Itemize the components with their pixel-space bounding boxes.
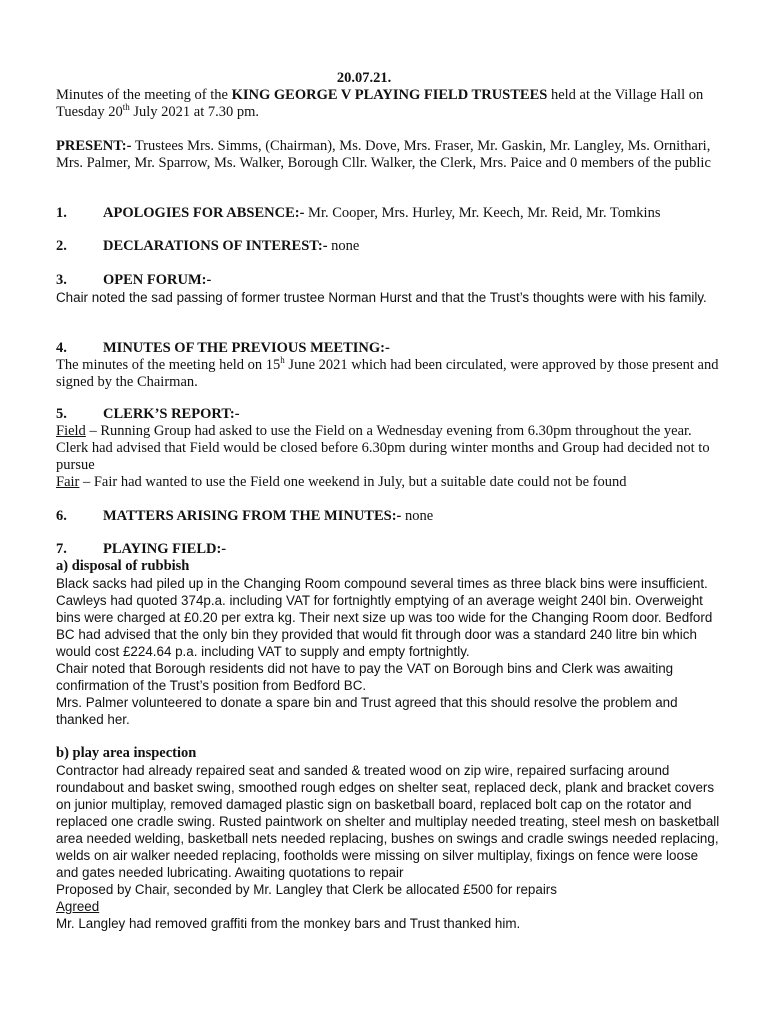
organisation-name: KING GEORGE V PLAYING FIELD TRUSTEES [231,87,548,103]
rubbish-paragraph-2: Chair noted that Borough residents did not have to pay the VAT on Borough bins and Clerk was awaiting confirmation of the Trust’s position from Bedford BC. [56,661,674,693]
play-area-paragraph-2: Proposed by Chair, seconded by Mr. Langley that Clerk be allocated £500 for repairs [56,882,557,897]
section-heading: PLAYING FIELD:- [103,541,227,557]
section-number: 5. [56,406,67,422]
present-paragraph [56,138,716,172]
minutes-post: June 2021 which had been circulated, were approved by those present and signed by the Chairman. [56,357,719,390]
play-area-paragraph-3: Mr. Langley had removed graffiti from the monkey bars and Trust thanked him. [56,916,521,931]
section-text: none [401,508,434,524]
meeting-date: 20.07.21. [336,70,392,86]
section-heading: MINUTES OF THE PREVIOUS MEETING:- [103,340,390,356]
section-body: Chair noted the sad passing of former trustee Norman Hurst and that the Trust’s thoughts were with his family. [56,290,707,305]
present-text: Trustees Mrs. Simms, (Chairman), Ms. Dove, Mrs. Fraser, Mr. Gaskin, Mr. Langley, Ms. Ornithari, Mrs. Palmer, Mr. Sparrow, Ms. Walker, Borough Cllr. Walker, the Clerk, Mrs. Paice and 0 members of the public [56,138,711,171]
section-heading: CLERK’S REPORT:- [103,406,240,422]
section-clerks-report [56,406,721,491]
section-heading: DECLARATIONS OF INTEREST:- [103,238,328,254]
intro-post: July 2021 at 7.30 pm. [129,104,260,120]
rubbish-paragraph-1: Black sacks had piled up in the Changing Room compound several times as three black bins were insufficient. Cawleys had quoted 374p.a. including VAT for fortnightly emptying of an average weight 240l bin. Overweight bins were charged at £0.20 per extra kg. Their next size up was too wide for the Changing Room door. Bedford BC had advised that the only bin they provided that would fit through door was a standard 240 litre bin which would cost £224.64 p.a. including VAT to supply and empty fortnightly. [56,576,713,659]
section-heading: MATTERS ARISING FROM THE MINUTES:- [103,508,402,524]
section-body [56,357,721,391]
section-text: Mr. Cooper, Mrs. Hurley, Mr. Keech, Mr. Reid, Mr. Tomkins [304,205,661,221]
field-text: – Running Group had asked to use the Field on a Wednesday evening from 6.30pm throughout the year. Clerk had advised that Field would be closed before 6.30pm during winter months and Group had decided not to pursue [56,423,710,473]
intro-paragraph [56,87,716,121]
field-paragraph [56,423,721,474]
section-number: 2. [56,238,67,254]
section-matters-arising [56,508,721,525]
rubbish-paragraph-3: Mrs. Palmer volunteered to donate a spare bin and Trust agreed that this should resolve the problem and thanked her. [56,695,678,727]
section-number: 4. [56,340,67,356]
section-heading: OPEN FORUM:- [103,272,212,288]
section-number: 1. [56,205,67,221]
fair-paragraph [56,474,721,491]
intro-pre: Minutes of the meeting of the [56,87,232,103]
fair-text: – Fair had wanted to use the Field one weekend in July, but a suitable date could not be found [79,474,627,490]
section-number: 7. [56,541,67,557]
section-declarations [56,238,721,255]
minutes-sup: h [280,355,285,366]
field-label: Field [56,423,86,439]
section-open-forum [56,272,721,306]
agreed-label: Agreed [56,899,100,914]
subsection-heading-play-area: b) play area inspection [56,745,197,761]
intro-sup: th [122,102,130,113]
subsection-heading-rubbish: a) disposal of rubbish [56,558,190,574]
present-label: PRESENT:- [56,138,132,154]
section-playing-field [56,541,721,932]
section-previous-minutes [56,340,721,391]
intro-mid: held at the Village Hall on Tuesday 20 [56,87,704,120]
play-area-paragraph-1: Contractor had already repaired seat and sanded & treated wood on zip wire, repaired surfacing around roundabout and basket swing, smoothed rough edges on shelter seat, replaced deck, plank and bracket covers on junior multiplay, removed damaged plastic sign on basketball board, replaced bolt cap on the rotator and replaced one cradle swing. Rusted paintwork on shelter and multiplay needed treating, steel mesh on basketball area needed welding, basketball nets needed replacing, bushes on swings and cradle swings needed replacing, welds on air walker needed replacing, footholds were missing on silver multiplay, fixings on fence were loose and gates needed lubricating. Awaiting quotations to repair [56,763,720,880]
fair-label: Fair [56,474,80,490]
section-apologies [56,205,721,222]
minutes-pre: The minutes of the meeting held on 15 [56,357,281,373]
section-text: none [327,238,360,254]
section-number: 6. [56,508,67,524]
section-number: 3. [56,272,67,288]
section-heading: APOLOGIES FOR ABSENCE:- [103,205,305,221]
